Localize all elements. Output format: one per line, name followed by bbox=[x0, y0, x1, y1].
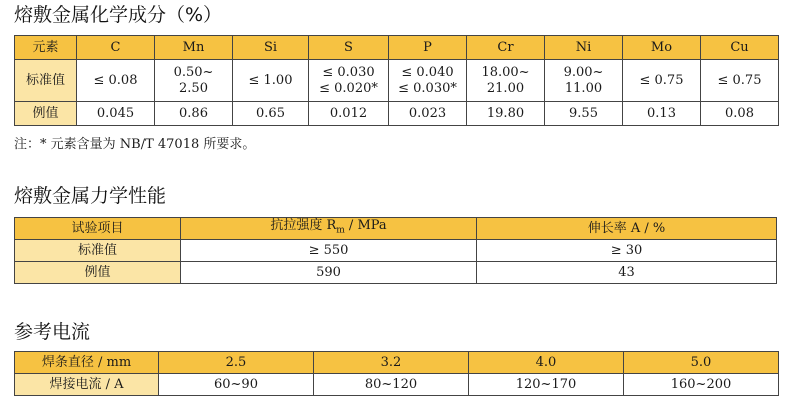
diameter-value: 5.0 bbox=[624, 352, 779, 374]
standard-value: ≤ 0.030* bbox=[398, 80, 457, 96]
current-value: 60~90 bbox=[159, 374, 314, 396]
composition-title: 熔敷金属化学成分（%） bbox=[14, 4, 223, 26]
standard-value-cell bbox=[545, 60, 623, 102]
standard-value-cell bbox=[701, 60, 779, 102]
element-header: Mn bbox=[155, 36, 233, 60]
composition-standard-row bbox=[15, 60, 779, 102]
example-value: 0.86 bbox=[155, 102, 233, 126]
current-title: 参考电流 bbox=[14, 321, 91, 343]
standard-value: ≤ 0.08 bbox=[93, 72, 138, 88]
mechanical-title: 熔敷金属力学性能 bbox=[14, 185, 167, 207]
example-row-label: 例值 bbox=[15, 102, 77, 126]
element-header: P bbox=[389, 36, 467, 60]
diameter-row bbox=[15, 352, 779, 374]
mechanical-table bbox=[14, 217, 777, 284]
element-header: Mo bbox=[623, 36, 701, 60]
standard-value: ≤ 0.75 bbox=[639, 72, 684, 88]
element-header: Cr bbox=[467, 36, 545, 60]
diameter-value: 3.2 bbox=[314, 352, 469, 374]
composition-note: 注：* 元素含量为 NB/T 47018 所要求。 bbox=[14, 137, 256, 152]
example-value: 0.13 bbox=[623, 102, 701, 126]
example-value: 0.012 bbox=[309, 102, 389, 126]
element-header-label: 元素 bbox=[15, 36, 77, 60]
tensile-value: ≥ 550 bbox=[181, 240, 477, 262]
current-row bbox=[15, 374, 779, 396]
composition-header-row bbox=[15, 36, 779, 60]
standard-value: ≤ 0.020* bbox=[319, 80, 378, 96]
diameter-value: 2.5 bbox=[159, 352, 314, 374]
elongation-header: 伸长率 A / % bbox=[477, 218, 777, 240]
mechanical-header-row bbox=[15, 218, 777, 240]
mechanical-row-label: 标准值 bbox=[15, 240, 181, 262]
elongation-value: 43 bbox=[477, 262, 777, 284]
current-label: 焊接电流 / A bbox=[15, 374, 159, 396]
element-header: C bbox=[77, 36, 155, 60]
element-header: Ni bbox=[545, 36, 623, 60]
standard-value: ≤ 0.75 bbox=[717, 72, 762, 88]
standard-value-cell bbox=[467, 60, 545, 102]
example-value: 19.80 bbox=[467, 102, 545, 126]
tensile-header bbox=[181, 218, 477, 240]
standard-value-cell bbox=[309, 60, 389, 102]
standard-value: 9.00~ bbox=[563, 64, 604, 80]
tensile-header-label: 抗拉强度 R bbox=[270, 218, 337, 234]
standard-value: ≤ 0.030 bbox=[322, 64, 375, 80]
example-value: 0.65 bbox=[233, 102, 309, 126]
standard-value-cell bbox=[389, 60, 467, 102]
current-value: 120~170 bbox=[469, 374, 624, 396]
current-table bbox=[14, 351, 779, 396]
element-header: Cu bbox=[701, 36, 779, 60]
elongation-value: ≥ 30 bbox=[477, 240, 777, 262]
element-header: S bbox=[309, 36, 389, 60]
standard-value-cell bbox=[155, 60, 233, 102]
standard-value: 0.50~ bbox=[173, 64, 214, 80]
standard-value: ≤ 0.040 bbox=[401, 64, 454, 80]
standard-value-cell bbox=[77, 60, 155, 102]
example-value: 0.08 bbox=[701, 102, 779, 126]
mechanical-standard-row bbox=[15, 240, 777, 262]
composition-example-row bbox=[15, 102, 779, 126]
standard-value: 18.00~ bbox=[481, 64, 530, 80]
diameter-label: 焊条直径 / mm bbox=[15, 352, 159, 374]
example-value: 0.045 bbox=[77, 102, 155, 126]
standard-value: 21.00 bbox=[486, 80, 525, 96]
standard-value: 11.00 bbox=[564, 80, 603, 96]
mechanical-row-label: 例值 bbox=[15, 262, 181, 284]
standard-value-cell bbox=[623, 60, 701, 102]
diameter-value: 4.0 bbox=[469, 352, 624, 374]
tensile-value: 590 bbox=[181, 262, 477, 284]
example-value: 0.023 bbox=[389, 102, 467, 126]
standard-value: ≤ 1.00 bbox=[248, 72, 293, 88]
composition-table bbox=[14, 35, 779, 126]
current-value: 160~200 bbox=[624, 374, 779, 396]
tensile-header-subscript: m bbox=[336, 225, 345, 236]
mechanical-example-row bbox=[15, 262, 777, 284]
current-value: 80~120 bbox=[314, 374, 469, 396]
standard-value-cell bbox=[233, 60, 309, 102]
test-item-header: 试验项目 bbox=[15, 218, 181, 240]
standard-value: 2.50 bbox=[179, 80, 208, 96]
tensile-header-unit: / MPa bbox=[344, 218, 387, 234]
example-value: 9.55 bbox=[545, 102, 623, 126]
standard-row-label: 标准值 bbox=[15, 60, 77, 102]
element-header: Si bbox=[233, 36, 309, 60]
